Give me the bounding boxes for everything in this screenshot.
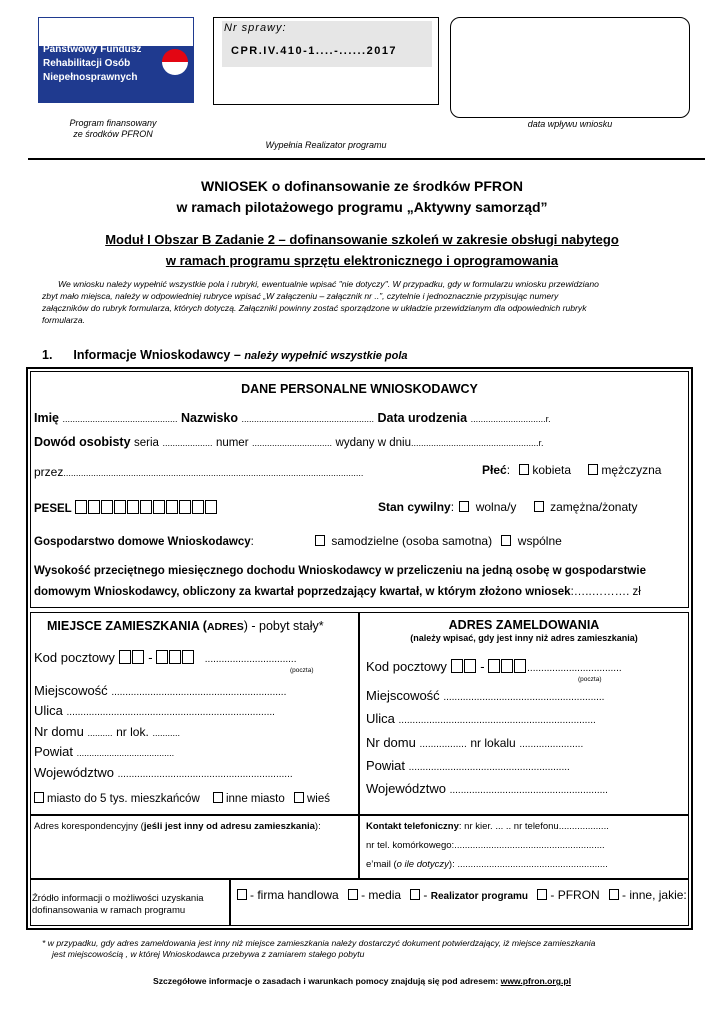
pesel-digit-box[interactable] bbox=[192, 500, 204, 514]
residence-county-row bbox=[34, 744, 174, 759]
residence-heading-adres: ADRES bbox=[206, 621, 244, 633]
receipt-date-box[interactable] bbox=[450, 17, 690, 118]
registration-house-label: Nr domu bbox=[366, 735, 416, 750]
receipt-date-label: data wpływu wniosku bbox=[527, 119, 613, 129]
source-pfron-label: - PFRON bbox=[550, 888, 600, 902]
registration-postal-row: Kod pocztowy - .................................. bbox=[366, 659, 622, 674]
income-line-2-row bbox=[34, 586, 641, 598]
residence-postal-row: Kod pocztowy - ................................. bbox=[34, 650, 297, 665]
residence-postal-label: Kod pocztowy bbox=[34, 650, 115, 665]
pesel-digit-box[interactable] bbox=[88, 500, 100, 514]
id-number-field[interactable]: ................................ bbox=[252, 438, 333, 448]
postal-digit-box[interactable] bbox=[488, 659, 500, 673]
bottom-info bbox=[0, 976, 724, 986]
id-card-label: Dowód osobisty bbox=[34, 435, 131, 449]
filled-by-label: Wypełnia Realizator programu bbox=[265, 140, 387, 150]
logo-line-1: Państwowy Fundusz bbox=[43, 44, 142, 55]
email-label: e’mail ( bbox=[366, 859, 397, 870]
module-title-line-1: Moduł I Obszar B Zadanie 2 – dofinansowanie szkoleń w zakresie obsługi nabytego bbox=[105, 232, 619, 247]
first-name-label: Imię bbox=[34, 411, 60, 425]
case-number-label: Nr sprawy: bbox=[224, 22, 287, 34]
source-shop-label: - firma handlowa bbox=[250, 888, 339, 902]
married-label: zamężna/żonaty bbox=[550, 500, 638, 514]
source-realizator-label: Realizator programu bbox=[430, 891, 529, 902]
correspondence-label-tail: ): bbox=[314, 821, 321, 832]
female-checkbox[interactable] bbox=[519, 464, 529, 475]
form-title-line-2: w ramach pilotażowego programu „Aktywny samorząd” bbox=[176, 199, 548, 215]
last-name-label: Nazwisko bbox=[181, 411, 238, 425]
footnote-line-1: * w przypadku, gdy adres zameldowania jest inny niż miejsce zamieszkania należy dostarczyć dokument potwierdzający, iż miejsce zamieszkania bbox=[42, 938, 596, 948]
series-field[interactable]: .................... bbox=[162, 438, 213, 448]
pesel-label: PESEL bbox=[34, 503, 72, 515]
household-row: Gospodarstwo domowe Wnioskodawcy: bbox=[34, 536, 254, 548]
source-media-checkbox[interactable] bbox=[348, 889, 358, 900]
residence-voivodeship-field[interactable]: ............................................................... bbox=[117, 769, 293, 780]
pesel-digit-box[interactable] bbox=[179, 500, 191, 514]
residence-city-label: Miejscowość bbox=[34, 683, 108, 698]
registration-city-row bbox=[366, 688, 604, 703]
single-checkbox[interactable] bbox=[459, 501, 469, 512]
postal-digit-box[interactable] bbox=[451, 659, 463, 673]
registration-city-label: Miejscowość bbox=[366, 688, 440, 703]
instructions-line-3: załączników do rubryk formularza, których dotyczą. Załączniki powinny zostać sporządzone w układzie przewidzianym dla odpowiednich rubryk bbox=[42, 303, 587, 313]
village-label: wieś bbox=[306, 793, 330, 805]
residence-voivodeship-row bbox=[34, 765, 293, 780]
source-label-line-2: dofinansowania w ramach programu bbox=[32, 905, 186, 916]
module-title-line-2: w ramach programu sprzętu elektronicznego i oprogramowania bbox=[165, 253, 559, 268]
source-other-label: - inne, jakie: bbox=[622, 888, 687, 902]
source-label-line-1: Źródło informacji o możliwości uzyskania bbox=[32, 893, 204, 904]
email-field[interactable]: ): ......................................................... bbox=[448, 859, 608, 870]
issued-by-row bbox=[34, 465, 363, 479]
sex-row: Płeć: kobieta mężczyzna bbox=[482, 463, 662, 477]
postal-digit-box[interactable] bbox=[119, 650, 131, 664]
postal-digit-box[interactable] bbox=[156, 650, 168, 664]
registration-flat-field[interactable]: ....................... bbox=[519, 739, 584, 750]
source-media-label: - media bbox=[361, 888, 402, 902]
header-divider bbox=[28, 158, 705, 160]
residence-county-field[interactable]: ....................................... bbox=[76, 748, 175, 758]
town-small-checkbox[interactable] bbox=[34, 792, 44, 803]
registration-county-label: Powiat bbox=[366, 758, 406, 773]
registration-heading: ADRES ZAMELDOWANIA bbox=[448, 618, 600, 632]
source-options-box bbox=[230, 879, 689, 926]
village-checkbox[interactable] bbox=[294, 792, 304, 803]
pesel-digit-box[interactable] bbox=[153, 500, 165, 514]
section-1-heading bbox=[42, 348, 408, 362]
pesel-digit-box[interactable] bbox=[75, 500, 87, 514]
registration-post-office-field[interactable]: .................................. bbox=[527, 663, 622, 674]
logo-top-band bbox=[38, 17, 194, 47]
registration-street-row bbox=[366, 711, 596, 726]
first-name-field[interactable]: .............................................. bbox=[62, 414, 178, 424]
name-row bbox=[34, 411, 551, 425]
registration-street-label: Ulica bbox=[366, 711, 395, 726]
postal-digit-box[interactable] bbox=[132, 650, 144, 664]
contact-email-row bbox=[366, 859, 608, 870]
household-alone-label: samodzielne (osoba samotna) bbox=[331, 534, 493, 548]
household-options bbox=[315, 534, 562, 548]
pesel-digit-box[interactable] bbox=[140, 500, 152, 514]
section-1-title: Informacje Wnioskodawcy – bbox=[73, 348, 241, 362]
postal-digit-box[interactable] bbox=[182, 650, 194, 664]
instructions-line-1: We wniosku należy wypełnić wszystkie pola i rubryki, ewentualnie wpisać "nie dotyczy". W przypadku, gdy w formularzu wniosku przewidziano bbox=[58, 279, 599, 289]
form-title-line-1: WNIOSEK o dofinansowanie ze środków PFRON bbox=[200, 178, 524, 194]
residence-heading-main: MIEJSCE ZAMIESZKANIA ( bbox=[47, 619, 207, 633]
pesel-digit-box[interactable] bbox=[127, 500, 139, 514]
residence-post-office-field[interactable]: ................................. bbox=[204, 654, 297, 665]
town-small-label: miasto do 5 tys. mieszkańców bbox=[47, 793, 200, 805]
logo-caption-2: ze środków PFRON bbox=[73, 129, 153, 139]
logo-line-3: Niepełnosprawnych bbox=[43, 72, 138, 83]
residence-street-label: Ulica bbox=[34, 703, 63, 718]
source-realizator-checkbox[interactable] bbox=[410, 889, 420, 900]
pesel-digit-box[interactable] bbox=[205, 500, 217, 514]
contact-phone-row bbox=[366, 821, 609, 832]
issued-label: wydany w dniu bbox=[335, 437, 411, 449]
male-label: mężczyzna bbox=[601, 463, 662, 477]
income-line-1: Wysokość przeciętnego miesięcznego dochodu Wnioskodawcy w przeliczeniu na jedną osobę w gospodarstwie bbox=[34, 565, 646, 577]
town-other-checkbox[interactable] bbox=[213, 792, 223, 803]
residence-flat-field[interactable]: ........... bbox=[152, 728, 180, 738]
contact-label: Kontakt telefoniczny bbox=[366, 821, 459, 832]
personal-data-heading: DANE PERSONALNE WNIOSKODAWCY bbox=[241, 382, 478, 396]
footnote-line-2: jest miejscowością , w której Wnioskodawca przebywa z zamiarem stałego pobytu bbox=[52, 949, 365, 959]
single-label: wolna/y bbox=[475, 500, 517, 514]
last-name-field[interactable]: ..................................................... bbox=[241, 414, 374, 424]
marital-row: Stan cywilny: wolna/y zamężna/żonaty bbox=[378, 500, 638, 514]
section-1-number: 1. bbox=[42, 348, 53, 362]
logo-caption-1: Program finansowany bbox=[69, 118, 157, 128]
residence-street-field[interactable]: ........................................................................... bbox=[66, 707, 275, 718]
registration-poczta-caption: (poczta) bbox=[578, 676, 602, 683]
source-realizator-dash: - bbox=[423, 888, 431, 902]
household-label: Gospodarstwo domowe Wnioskodawcy bbox=[34, 536, 251, 548]
pesel-row bbox=[34, 500, 218, 515]
birth-date-label: Data urodzenia bbox=[377, 411, 468, 425]
residence-county-label: Powiat bbox=[34, 744, 74, 759]
issued-by-label: przez bbox=[34, 465, 64, 479]
registration-house-field[interactable]: ................. bbox=[419, 739, 467, 750]
registration-voivodeship-row bbox=[366, 781, 608, 796]
residence-house-row bbox=[34, 724, 180, 739]
issued-field[interactable]: ...................................................r. bbox=[410, 438, 544, 448]
contact-phone-field[interactable]: : nr kier. ... .. nr telefonu................... bbox=[458, 821, 609, 832]
series-label: seria bbox=[134, 437, 159, 449]
residence-flat-label: nr lok. bbox=[116, 725, 149, 739]
male-checkbox[interactable] bbox=[588, 464, 598, 475]
marital-label: Stan cywilny bbox=[378, 500, 451, 514]
source-options-row bbox=[237, 888, 687, 902]
registration-note: (należy wpisać, gdy jest inny niż adres zamieszkania) bbox=[410, 633, 638, 643]
registration-county-row bbox=[366, 758, 570, 773]
id-number-label: numer bbox=[215, 437, 249, 449]
residence-city-row bbox=[34, 683, 286, 698]
town-other-label: inne miasto bbox=[225, 793, 285, 805]
source-other-checkbox[interactable] bbox=[609, 889, 619, 900]
postal-digit-box[interactable] bbox=[514, 659, 526, 673]
registration-postal-label: Kod pocztowy bbox=[366, 659, 447, 674]
bottom-info-text: Szczegółowe informacje o zasadach i warunkach pomocy znajdują się pod adresem: bbox=[152, 976, 501, 986]
residence-poczta-caption: (poczta) bbox=[290, 667, 314, 674]
logo-line-2: Rehabilitacji Osób bbox=[43, 58, 131, 69]
correspondence-label-text: Adres korespondencyjny ( bbox=[34, 821, 144, 832]
pesel-digit-box[interactable] bbox=[101, 500, 113, 514]
pfron-logo bbox=[38, 17, 194, 103]
section-1-subtitle: należy wypełnić wszystkie pola bbox=[244, 350, 408, 362]
residence-house-field[interactable]: .......... bbox=[87, 728, 113, 738]
residence-voivodeship-label: Województwo bbox=[34, 765, 114, 780]
income-line-2: domowym Wnioskodawcy, obliczony za kwartał poprzedzający kwartał, w którym złożono wniosek bbox=[34, 586, 571, 598]
postal-digit-box[interactable] bbox=[169, 650, 181, 664]
income-field[interactable]: :…..………. zł bbox=[570, 586, 641, 598]
pfron-link[interactable]: www.pfron.org.pl bbox=[500, 976, 571, 986]
household-alone-checkbox[interactable] bbox=[315, 535, 325, 546]
pesel-digit-box[interactable] bbox=[166, 500, 178, 514]
married-checkbox[interactable] bbox=[534, 501, 544, 512]
registration-voivodeship-field[interactable]: ......................................................... bbox=[449, 785, 608, 796]
residence-city-field[interactable]: ............................................................... bbox=[111, 687, 287, 698]
source-shop-checkbox[interactable] bbox=[237, 889, 247, 900]
household-joint-label: wspólne bbox=[517, 534, 562, 548]
contact-mobile-row[interactable]: nr tel. komórkowego:......................................................... bbox=[366, 840, 605, 851]
registration-county-field[interactable]: .......................................................... bbox=[408, 762, 570, 773]
residence-type-row bbox=[34, 792, 330, 805]
residence-heading-tail: ) - pobyt stały* bbox=[243, 619, 324, 633]
source-pfron-checkbox[interactable] bbox=[537, 889, 547, 900]
logo-circle-icon bbox=[160, 47, 190, 77]
email-label-italic: o ile dotyczy bbox=[396, 859, 449, 870]
registration-voivodeship-label: Województwo bbox=[366, 781, 446, 796]
registration-flat-label: nr lokalu bbox=[470, 736, 516, 750]
pesel-digit-box[interactable] bbox=[114, 500, 126, 514]
issued-by-field[interactable]: ........................................................................................................................ bbox=[63, 468, 364, 478]
registration-house-row bbox=[366, 735, 583, 750]
female-label: kobieta bbox=[532, 463, 572, 477]
postal-digit-box[interactable] bbox=[464, 659, 476, 673]
registration-street-field[interactable]: ....................................................................... bbox=[398, 715, 596, 726]
case-number-value: CPR.IV.410-1....-......2017 bbox=[231, 45, 398, 57]
household-joint-checkbox[interactable] bbox=[501, 535, 511, 546]
correspondence-label bbox=[34, 821, 321, 832]
residence-heading bbox=[47, 619, 324, 633]
registration-city-field[interactable]: .......................................................... bbox=[443, 692, 605, 703]
birth-date-field[interactable]: ..............................r. bbox=[470, 414, 551, 424]
residence-street-row bbox=[34, 703, 275, 718]
instructions-line-2: zbyt mało miejsca, należy w odpowiedniej rubryce wpisać „W załączeniu – załącznik nr ..”, czytelnie i jednoznacznie przypisując numery bbox=[42, 291, 559, 301]
sex-label: Płeć bbox=[482, 463, 507, 477]
residence-house-label: Nr domu bbox=[34, 724, 84, 739]
instructions-line-4: formularza. bbox=[42, 315, 85, 325]
id-card-row bbox=[34, 435, 544, 449]
correspondence-label-bold: jeśli jest inny od adresu zamieszkania bbox=[143, 821, 315, 832]
postal-digit-box[interactable] bbox=[501, 659, 513, 673]
